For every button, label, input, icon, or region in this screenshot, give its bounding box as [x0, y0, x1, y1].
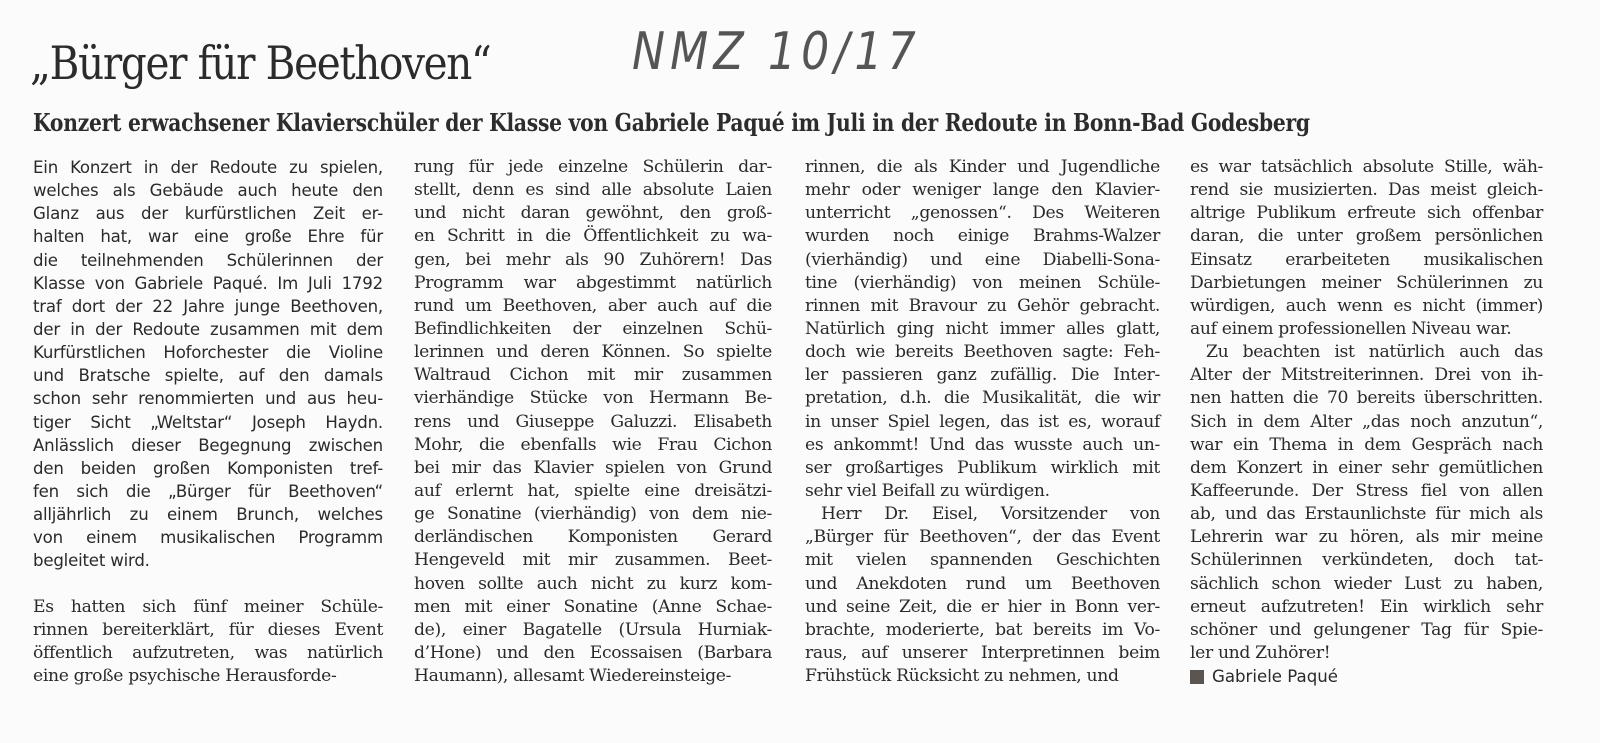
text-line: Darbietungen meiner Schülerinnen zu — [1190, 272, 1543, 293]
text-line: schon sehr renommierten und aus heu- — [33, 389, 383, 409]
text-line: rund um Beethoven, aber auch auf die — [414, 295, 772, 316]
text-line: lerinnen und deren Können. So spielte — [414, 342, 772, 363]
text-line: unterricht „genossen“. Des Weiteren — [805, 203, 1160, 224]
text-line: fen sich die „Bürger für Beethoven“ — [33, 481, 383, 501]
text-line: sehr viel Beifall zu würdigen. — [805, 480, 1050, 501]
text-line: rinnen mit Bravour zu Gehör gebracht. — [805, 295, 1160, 316]
text-line: rinnen bereiterklärt, für dieses Event — [33, 619, 383, 640]
text-line: ge Sonatine (vierhändig) von dem nie- — [414, 504, 772, 525]
text-line: tine (vierhändig) von meinen Schüle- — [805, 272, 1160, 293]
article-column-2 — [414, 156, 772, 688]
text-line: mit vielen spannenden Geschichten — [805, 550, 1160, 571]
text-line: ler passieren ganz zufällig. Die Inter- — [805, 365, 1160, 386]
text-line: brachte, moderierte, bat bereits im Vo- — [805, 619, 1160, 640]
column-4-body — [1190, 156, 1543, 665]
text-line: mehr oder weniger lange den Klavier- — [805, 180, 1160, 201]
text-line: es ankommt! Und das wusste auch un- — [805, 434, 1160, 455]
text-line: doch wie bereits Beethoven sagte: Feh- — [805, 342, 1160, 363]
text-line: men mit einer Sonatine (Anne Schae- — [414, 596, 772, 617]
text-line: der in der Redoute zusammen mit dem — [33, 319, 383, 339]
text-line: rinnen, die als Kinder und Jugendliche — [805, 157, 1160, 177]
paragraph — [33, 596, 383, 689]
text-line: Hengeveld mit mir zusammen. Beet- — [414, 550, 772, 571]
text-line: tiger Sicht „Weltstar“ Joseph Haydn. — [33, 412, 383, 432]
text-line: von einem musikalischen Programm — [33, 528, 383, 548]
text-line: rend sie musizierten. Das meist gleich- — [1190, 180, 1543, 201]
text-line: und seine Zeit, die er hier in Bonn ver- — [805, 596, 1160, 617]
article-subheadline: Konzert erwachsener Klavierschüler der Klasse von Gabriele Paqué im Juli in der Redoute in Bonn-Bad Godesberg — [33, 108, 1310, 137]
text-line: (vierhändig) und eine Diabelli-Sona- — [805, 249, 1160, 270]
text-line: vierhändige Stücke von Hermann Be- — [414, 388, 772, 409]
text-line: ab, und das Erstaunlichste für mich als — [1190, 504, 1543, 525]
text-line: eine große psychische Herausforde- — [33, 665, 337, 686]
text-line: und Bratsche spielte, auf den damals — [33, 366, 383, 386]
text-line: „Bürger für Beethoven“, der das Event — [805, 527, 1160, 548]
text-line: Lehrerin war zu hören, als mir meine — [1190, 527, 1543, 548]
paragraph — [805, 503, 1160, 688]
text-line: Schülerinnen verkündeten, doch tat- — [1190, 550, 1543, 571]
text-line: Zu beachten ist natürlich auch das — [1206, 342, 1543, 363]
text-line: Natürlich ging nicht immer alles glatt, — [805, 318, 1160, 339]
text-line: Sich in dem Alter „das noch anzutun“, — [1190, 411, 1543, 432]
text-line: und Anekdoten rund um Beethoven — [805, 573, 1160, 594]
paragraph — [805, 156, 1160, 503]
paragraph — [414, 156, 772, 688]
text-line: altrige Publikum erfreute sich offenbar — [1190, 203, 1543, 224]
text-line: d’Hone) und den Ecossaisen (Barbara — [414, 642, 772, 663]
text-line: daran, die unter großem persönlichen — [1190, 226, 1543, 247]
text-line: Glanz aus der kurfürstlichen Zeit er- — [33, 204, 383, 224]
text-line: nen hatten die 70 bereits überschritten. — [1190, 388, 1543, 409]
text-line: Haumann), allesamt Wiedereinsteige- — [414, 666, 732, 687]
text-line: rens und Giuseppe Galuzzi. Elisabeth — [414, 411, 772, 432]
text-line: stellt, denn es sind alle absolute Laien — [414, 180, 772, 201]
text-line: erneut aufzutreten! Ein wirklich sehr — [1190, 596, 1543, 617]
text-line: dem Konzert in einer sehr gemütlichen — [1190, 457, 1543, 478]
text-line: Programm war abgestimmt natürlich — [414, 272, 772, 293]
text-line: pretation, d.h. die Musikalität, die wir — [805, 388, 1160, 409]
text-line: die teilnehmenden Schülerinnen der — [33, 250, 383, 270]
text-line: Befindlichkeiten der einzelnen Schü- — [414, 318, 772, 339]
paragraph — [1190, 156, 1543, 341]
text-line: traf dort der 22 Jahre junge Beethoven, — [33, 296, 383, 316]
text-line: Ein Konzert in der Redoute zu spielen, — [33, 158, 383, 177]
byline — [1190, 665, 1543, 688]
text-line: Klasse von Gabriele Paqué. Im Juli 1792 — [33, 273, 383, 293]
article-column-1 — [33, 156, 383, 688]
paragraph — [1190, 341, 1543, 665]
text-line: Es hatten sich fünf meiner Schüle- — [33, 596, 383, 617]
text-line: schöner und gelungener Tag für Spie- — [1190, 619, 1543, 640]
article-headline: „Bürger für Beethoven“ — [30, 36, 491, 90]
square-bullet-icon — [1190, 670, 1204, 684]
paragraph-gap — [33, 573, 383, 596]
text-line: raus, auf unserer Interpretinnen beim — [805, 642, 1160, 663]
text-line: en Schritt in die Öffentlichkeit zu wa- — [414, 226, 772, 247]
text-line: Herr Dr. Eisel, Vorsitzender von — [821, 504, 1160, 525]
text-line: derländischen Komponisten Gerard — [414, 527, 772, 548]
text-line: alljährlich zu einem Brunch, welches — [33, 505, 383, 525]
text-line: wurden noch einige Brahms-Walzer — [805, 226, 1160, 247]
article-column-4 — [1190, 156, 1543, 688]
text-line: begleitet wird. — [33, 551, 150, 571]
text-line: ser großartiges Publikum wirklich mit — [805, 457, 1160, 478]
text-line: gen, bei mehr als 90 Zuhörern! Das — [414, 249, 772, 270]
author-name: Gabriele Paqué — [1212, 667, 1338, 687]
text-line: war ein Thema in dem Gespräch nach — [1190, 434, 1543, 455]
text-line: würdigen, auch wenn es nicht (immer) — [1190, 295, 1543, 316]
paragraph — [33, 156, 383, 573]
text-line: welches als Gebäude auch heute den — [33, 181, 383, 201]
handwritten-note: NMZ 10/17 — [632, 22, 921, 82]
text-line: hoven sollte auch nicht zu kurz kom- — [414, 573, 772, 594]
text-line: Waltraud Cichon mit mir zusammen — [414, 365, 772, 386]
text-line: rung für jede einzelne Schülerin dar- — [414, 157, 772, 177]
text-line: Kaffeerunde. Der Stress fiel von allen — [1190, 480, 1543, 501]
text-line: Anlässlich dieser Begegnung zwischen — [33, 435, 383, 455]
text-line: auf einem professionellen Niveau war. — [1190, 318, 1512, 339]
text-line: Mohr, die ebenfalls wie Frau Cichon — [414, 434, 772, 455]
text-line: öffentlich aufzutreten, was natürlich — [33, 642, 383, 663]
text-line: auf erlernt hat, spielte eine dreisätzi- — [414, 480, 772, 501]
text-line: de), einer Bagatelle (Ursula Hurniak- — [414, 619, 772, 640]
text-line: Frühstück Rücksicht zu nehmen, und — [805, 666, 1119, 687]
text-line: bei mir das Klavier spielen von Grund — [414, 457, 772, 478]
text-line: und nicht daran gewöhnt, den groß- — [414, 203, 772, 224]
text-line: es war tatsächlich absolute Stille, wäh- — [1190, 157, 1543, 177]
text-line: sächlich schon wieder Lust zu haben, — [1190, 573, 1543, 594]
text-line: in unser Spiel legen, das ist es, worauf — [805, 411, 1160, 432]
text-line: ler und Zuhörer! — [1190, 642, 1331, 663]
text-line: Alter der Mitstreiterinnen. Drei von ih- — [1190, 365, 1543, 386]
text-line: den beiden großen Komponisten tref- — [33, 458, 383, 478]
text-line: Einsatz erarbeiteten musikalischen — [1190, 249, 1543, 270]
text-line: halten hat, war eine große Ehre für — [33, 227, 383, 247]
text-line: Kurfürstlichen Hoforchester die Violine — [33, 343, 383, 363]
article-column-3 — [805, 156, 1160, 688]
